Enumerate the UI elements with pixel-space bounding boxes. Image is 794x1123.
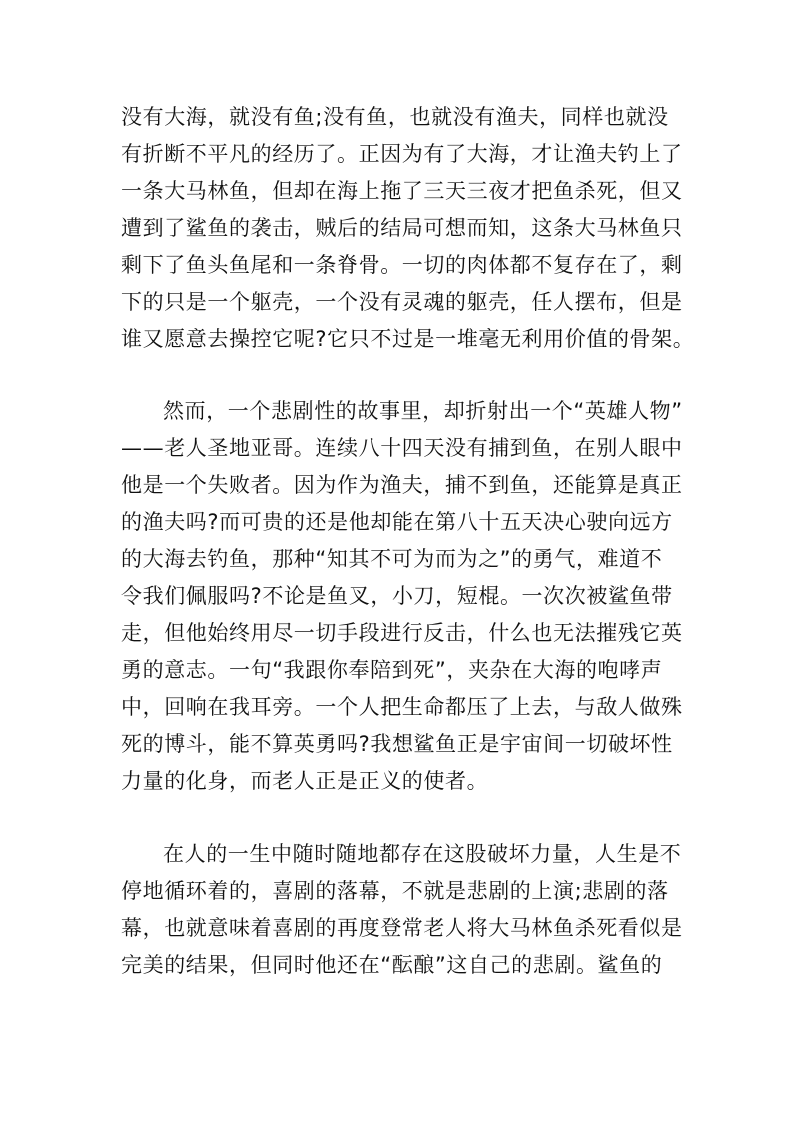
text-line: 勇的意志。一句“我跟你奉陪到死”，夹杂在大海的咆哮声 (121, 658, 663, 682)
text-line: 一条大马林鱼，但却在海上拖了三天三夜才把鱼杀死，但又 (121, 179, 683, 203)
text-line: 谁又愿意去操控它呢?它只不过是一堆毫无利用价值的骨架。 (121, 327, 695, 351)
paragraph-first-line: 然而，一个悲剧性的故事里，却折射出一个“英雄人物” (163, 399, 683, 423)
text-line: 完美的结果，但同时他还在“酝酿”这自己的悲剧。鲨鱼的 (121, 953, 663, 977)
text-line: 有折断不平凡的经历了。正因为有了大海，才让渔夫钓上了 (121, 142, 683, 166)
text-line: 力量的化身，而老人正是正义的使者。 (121, 769, 489, 793)
text-line: 停地循环着的，喜剧的落幕，不就是悲剧的上演;悲剧的落 (121, 879, 669, 903)
paragraph-first-line: 在人的一生中随时随地都存在这股破坏力量，人生是不 (163, 842, 682, 866)
text-line: 剩下了鱼头鱼尾和一条脊骨。一切的肉体都不复存在了，剩 (121, 253, 683, 277)
text-line: ——老人圣地亚哥。连续八十四天没有捕到鱼，在别人眼中 (121, 436, 683, 460)
text-line: 的大海去钓鱼，那种“知其不可为而为之”的勇气，难道不 (121, 547, 663, 571)
text-line: 幕，也就意味着喜剧的再度登常老人将大马林鱼杀死看似是 (121, 916, 683, 940)
text-line: 中，回响在我耳旁。一个人把生命都压了上去，与敌人做殊 (121, 695, 683, 719)
text-line: 令我们佩服吗?不论是鱼叉，小刀，短棍。一次次被鲨鱼带 (121, 584, 673, 608)
text-line: 走，但他始终用尽一切手段进行反击，什么也无法摧残它英 (121, 621, 683, 645)
text-line: 死的博斗，能不算英勇吗?我想鲨鱼正是宇宙间一切破坏性 (121, 732, 673, 756)
text-line: 下的只是一个躯壳，一个没有灵魂的躯壳，任人摆布，但是 (121, 290, 683, 314)
text-line: 他是一个失败者。因为作为渔夫，捕不到鱼，还能算是真正 (121, 473, 683, 497)
text-line: 没有大海，就没有鱼;没有鱼，也就没有渔夫，同样也就没 (121, 105, 669, 129)
text-line: 的渔夫吗?而可贵的还是他却能在第八十五天决心驶向远方 (121, 510, 673, 534)
text-line: 遭到了鲨鱼的袭击，贼后的结局可想而知，这条大马林鱼只 (121, 216, 683, 240)
